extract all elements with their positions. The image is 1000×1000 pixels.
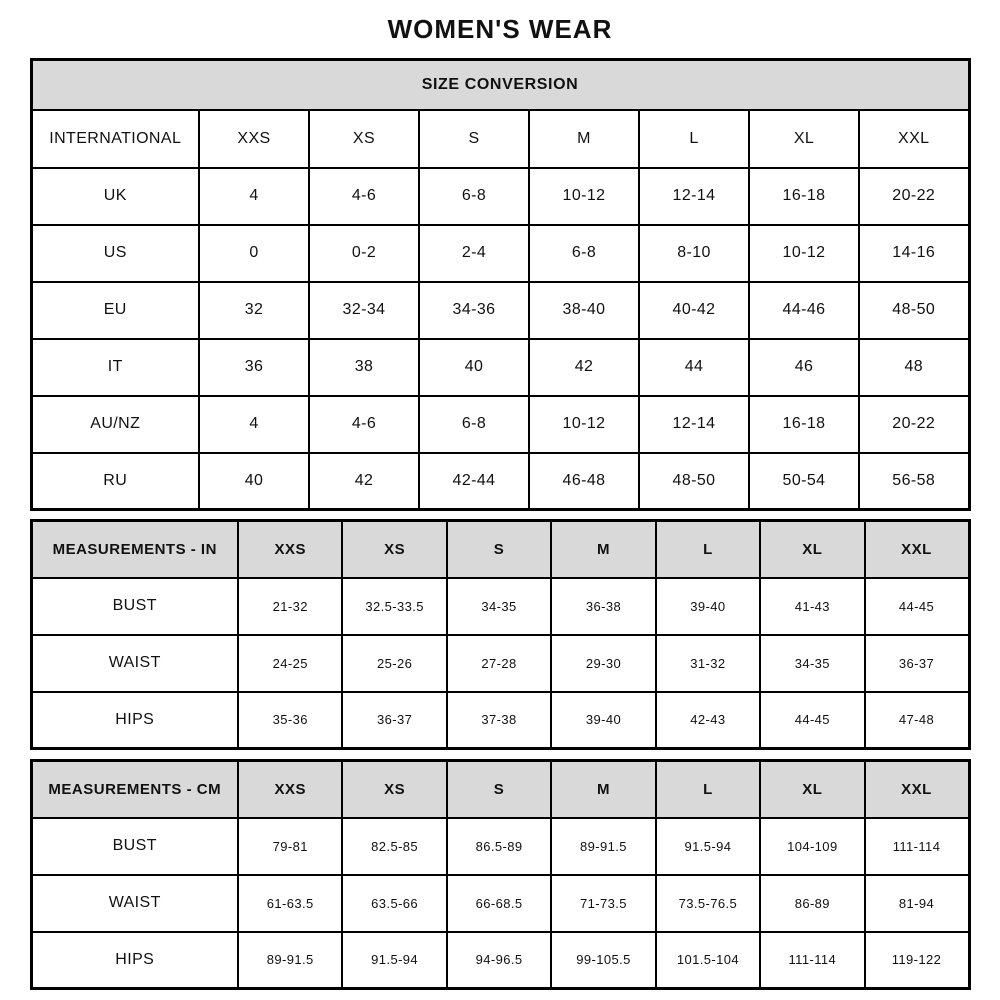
value-cell: 111-114 [760,932,864,989]
value-cell: 40 [419,339,529,396]
column-header-row [31,761,969,818]
value-cell: 73.5-76.5 [656,875,760,932]
measurements-cm-section [0,759,1000,990]
table-row [31,692,969,749]
value-cell: 37-38 [447,692,551,749]
value-cell: 91.5-94 [656,818,760,875]
value-cell: 48 [859,339,969,396]
table-row [31,818,969,875]
value-cell: 40-42 [639,282,749,339]
size-column-header: XXL [865,521,969,578]
row-label: IT [31,339,199,396]
size-column-header: L [656,521,760,578]
value-cell: 38 [309,339,419,396]
table-row [31,635,969,692]
table-row [31,168,969,225]
measurements-in-table [30,519,971,750]
value-cell: 36-37 [342,692,446,749]
value-cell: 36-38 [551,578,655,635]
value-cell: 35-36 [238,692,342,749]
value-cell: 44-46 [749,282,859,339]
value-cell: 48-50 [639,453,749,510]
value-cell: 21-32 [238,578,342,635]
table-title: SIZE CONVERSION [31,60,969,110]
value-cell: 50-54 [749,453,859,510]
size-column-header: M [551,521,655,578]
table-title-row [31,60,969,110]
value-cell: 12-14 [639,396,749,453]
row-label: RU [31,453,199,510]
value-cell: 104-109 [760,818,864,875]
value-cell: 20-22 [859,396,969,453]
value-cell: 42 [309,453,419,510]
value-cell: 0 [199,225,309,282]
value-cell: 99-105.5 [551,932,655,989]
value-cell: 47-48 [865,692,969,749]
value-cell: 66-68.5 [447,875,551,932]
value-cell: 36 [199,339,309,396]
value-cell: 81-94 [865,875,969,932]
value-cell: 34-35 [447,578,551,635]
value-cell: 56-58 [859,453,969,510]
value-cell: 48-50 [859,282,969,339]
column-header-row [31,521,969,578]
measurements-cm-table [30,759,971,990]
row-label: BUST [31,818,238,875]
size-column-header: XL [749,110,859,168]
row-label: UK [31,168,199,225]
table-gap [0,750,1000,759]
size-column-header: XXS [238,761,342,818]
value-cell: 46 [749,339,859,396]
value-cell: 89-91.5 [238,932,342,989]
value-cell: 119-122 [865,932,969,989]
size-column-header: L [656,761,760,818]
row-label: US [31,225,199,282]
value-cell: 101.5-104 [656,932,760,989]
value-cell: 32 [199,282,309,339]
value-cell: 111-114 [865,818,969,875]
size-column-header: XXS [199,110,309,168]
size-column-header: L [639,110,749,168]
column-header-row [31,110,969,168]
value-cell: 82.5-85 [342,818,446,875]
header-label: INTERNATIONAL [31,110,199,168]
value-cell: 44 [639,339,749,396]
size-column-header: XS [342,761,446,818]
header-label: MEASUREMENTS - IN [31,521,238,578]
value-cell: 6-8 [419,168,529,225]
value-cell: 42-44 [419,453,529,510]
value-cell: 4 [199,168,309,225]
row-label: HIPS [31,692,238,749]
value-cell: 71-73.5 [551,875,655,932]
value-cell: 2-4 [419,225,529,282]
row-label: WAIST [31,635,238,692]
value-cell: 8-10 [639,225,749,282]
value-cell: 44-45 [865,578,969,635]
size-column-header: XS [309,110,419,168]
size-conversion-table [30,58,971,511]
value-cell: 44-45 [760,692,864,749]
row-label: WAIST [31,875,238,932]
table-gap [0,511,1000,519]
size-column-header: XS [342,521,446,578]
table-row [31,282,969,339]
value-cell: 14-16 [859,225,969,282]
value-cell: 32.5-33.5 [342,578,446,635]
table-row [31,225,969,282]
table-row [31,453,969,510]
value-cell: 39-40 [551,692,655,749]
measurements-in-section [0,519,1000,750]
row-label: AU/NZ [31,396,199,453]
value-cell: 6-8 [419,396,529,453]
value-cell: 6-8 [529,225,639,282]
size-column-header: S [419,110,529,168]
size-column-header: S [447,761,551,818]
size-column-header: XL [760,761,864,818]
row-label: EU [31,282,199,339]
value-cell: 32-34 [309,282,419,339]
value-cell: 16-18 [749,168,859,225]
value-cell: 42-43 [656,692,760,749]
value-cell: 38-40 [529,282,639,339]
value-cell: 41-43 [760,578,864,635]
table-row [31,578,969,635]
size-column-header: XXL [859,110,969,168]
value-cell: 20-22 [859,168,969,225]
value-cell: 89-91.5 [551,818,655,875]
value-cell: 12-14 [639,168,749,225]
value-cell: 4 [199,396,309,453]
value-cell: 94-96.5 [447,932,551,989]
value-cell: 39-40 [656,578,760,635]
size-column-header: XXS [238,521,342,578]
table-row [31,932,969,989]
row-label: BUST [31,578,238,635]
value-cell: 34-36 [419,282,529,339]
size-column-header: M [551,761,655,818]
page-title: WOMEN'S WEAR [387,14,613,44]
value-cell: 0-2 [309,225,419,282]
size-conversion-section [0,58,1000,511]
value-cell: 16-18 [749,396,859,453]
value-cell: 36-37 [865,635,969,692]
size-column-header: XL [760,521,864,578]
table-row [31,875,969,932]
value-cell: 31-32 [656,635,760,692]
value-cell: 61-63.5 [238,875,342,932]
value-cell: 34-35 [760,635,864,692]
value-cell: 29-30 [551,635,655,692]
value-cell: 25-26 [342,635,446,692]
value-cell: 10-12 [749,225,859,282]
size-column-header: S [447,521,551,578]
value-cell: 40 [199,453,309,510]
size-column-header: M [529,110,639,168]
value-cell: 46-48 [529,453,639,510]
value-cell: 4-6 [309,168,419,225]
size-column-header: XXL [865,761,969,818]
value-cell: 86.5-89 [447,818,551,875]
table-row [31,339,969,396]
value-cell: 42 [529,339,639,396]
value-cell: 91.5-94 [342,932,446,989]
value-cell: 27-28 [447,635,551,692]
value-cell: 4-6 [309,396,419,453]
value-cell: 63.5-66 [342,875,446,932]
row-label: HIPS [31,932,238,989]
value-cell: 86-89 [760,875,864,932]
table-row [31,396,969,453]
header-label: MEASUREMENTS - CM [31,761,238,818]
value-cell: 10-12 [529,396,639,453]
value-cell: 10-12 [529,168,639,225]
value-cell: 79-81 [238,818,342,875]
value-cell: 24-25 [238,635,342,692]
